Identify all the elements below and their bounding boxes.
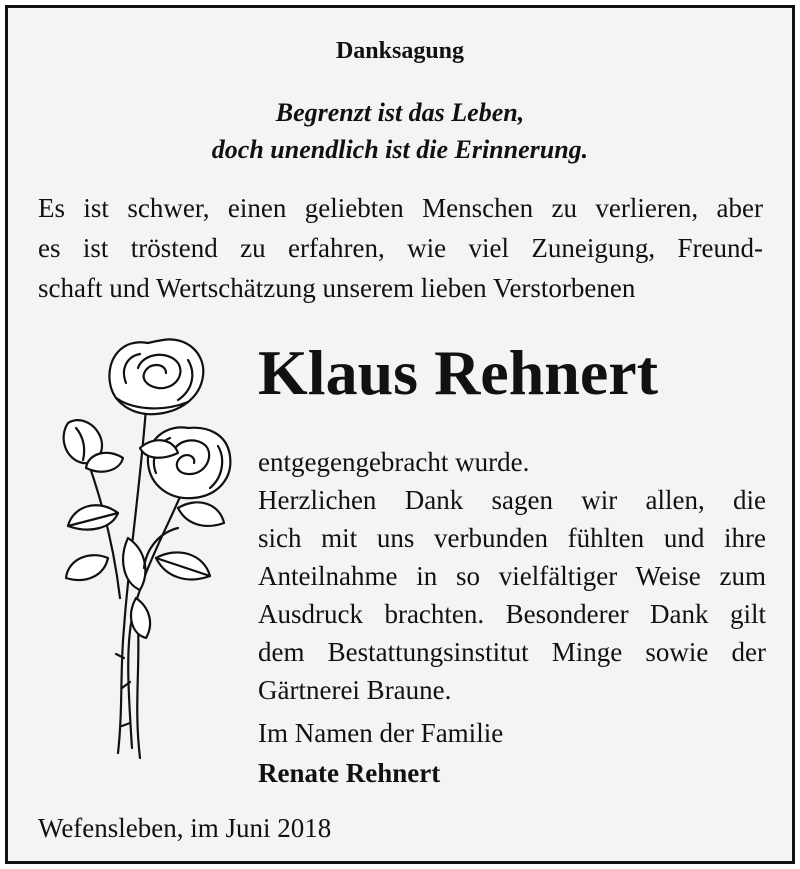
family-line: Im Namen der Familie <box>258 718 504 748</box>
intro-line-2: es ist tröstend zu erfahren, wie viel Zuneigung, Freund- <box>38 233 763 263</box>
body-line-1: entgegengebracht wurde. <box>258 447 530 477</box>
deceased-name: Klaus Rehnert <box>258 337 658 408</box>
family-signature <box>258 713 503 793</box>
roses-illustration <box>28 328 248 768</box>
motto-quote <box>8 94 792 168</box>
body-line-3: sich mit uns verbunden fühlten und ihre <box>258 523 766 553</box>
motto-line-1: Begrenzt ist das Leben, <box>275 98 525 127</box>
body-line-6: dem Bestattungsinstitut Minge sowie der <box>258 637 766 667</box>
signer-name: Renate Rehnert <box>258 758 441 788</box>
thanks-paragraph <box>258 443 766 709</box>
intro-paragraph <box>38 188 763 308</box>
notice-heading: Danksagung <box>335 38 465 64</box>
intro-line-1: Es ist schwer, einen geliebten Menschen zu verlieren, aber <box>38 193 763 223</box>
body-line-5: Ausdruck brachten. Besonderer Dank gilt <box>258 599 766 629</box>
place-date: Wefensleben, im Juni 2018 <box>38 813 332 843</box>
intro-line-3: schaft und Wertschätzung unserem lieben Verstorbenen <box>38 273 636 303</box>
body-line-7: Gärtnerei Braune. <box>258 675 452 705</box>
body-line-2: Herzlichen Dank sagen wir allen, die <box>258 485 766 515</box>
motto-line-2: doch unendlich ist die Erinnerung. <box>211 135 589 164</box>
body-line-4: Anteilnahme in so vielfältiger Weise zum <box>258 561 766 591</box>
obituary-notice-frame <box>5 5 795 864</box>
